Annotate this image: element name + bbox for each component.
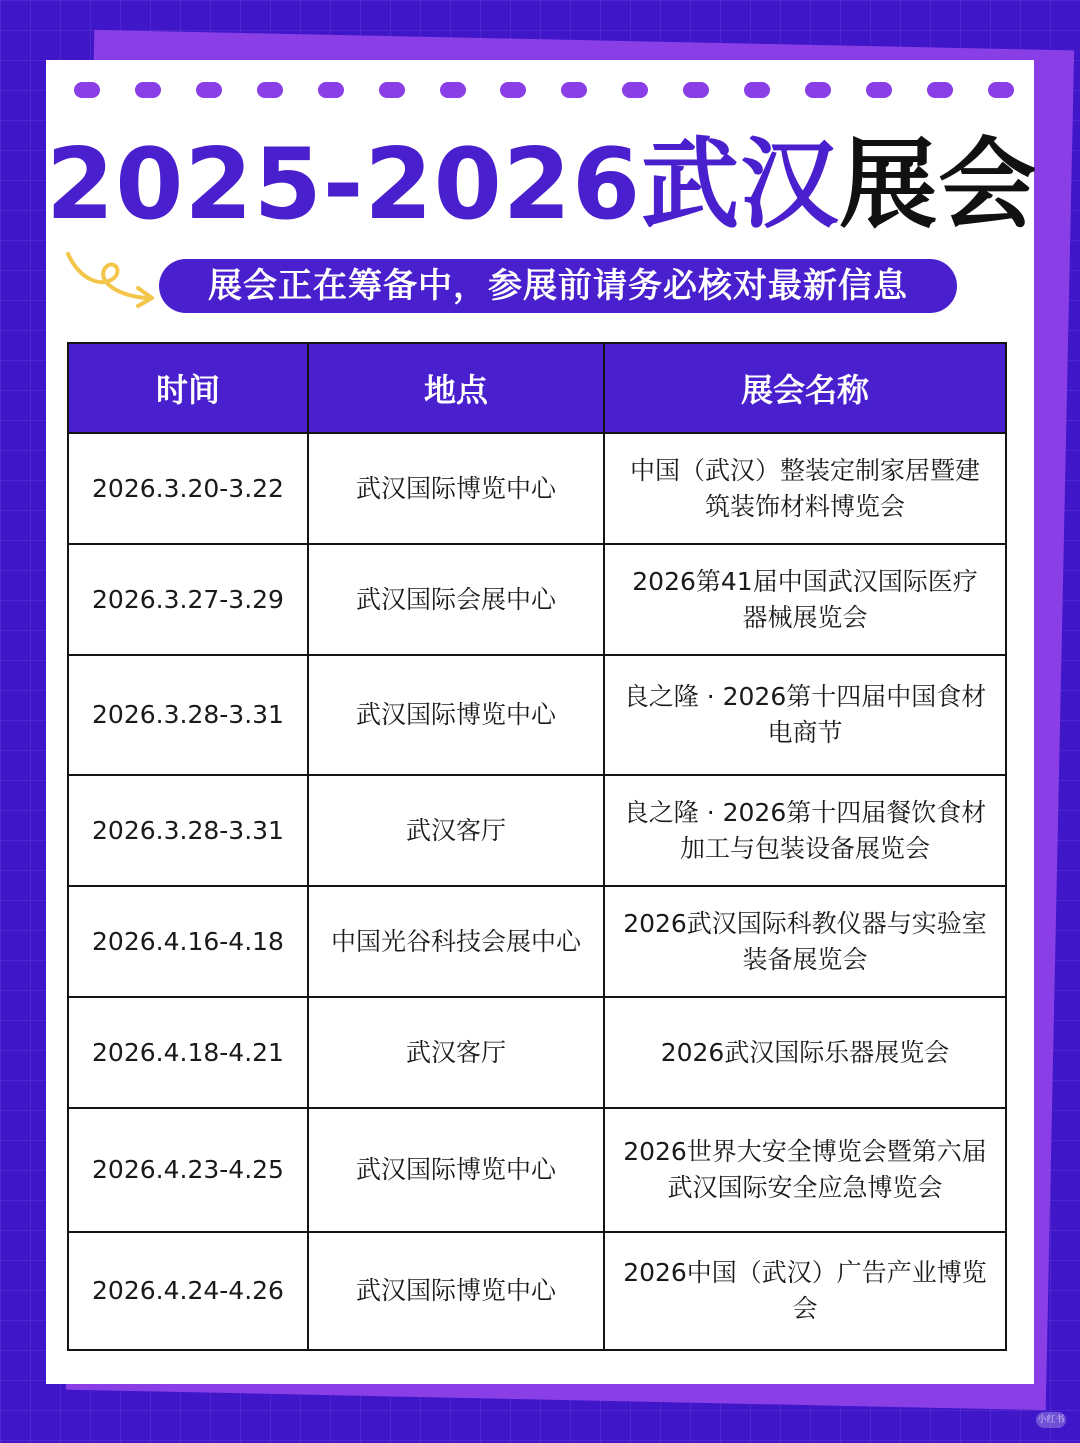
exhibition-name-cell: 2026世界大安全博览会暨第六届武汉国际安全应急博览会 [604, 1108, 1006, 1232]
table-row [68, 775, 1006, 886]
date-cell: 2026.4.23-4.25 [68, 1108, 308, 1232]
table-row [68, 433, 1006, 544]
venue-cell: 武汉国际博览中心 [308, 433, 604, 544]
venue-cell: 中国光谷科技会展中心 [308, 886, 604, 997]
table-row [68, 997, 1006, 1108]
binder-hole [927, 82, 953, 98]
date-cell: 2026.3.28-3.31 [68, 655, 308, 775]
binder-hole [744, 82, 770, 98]
header-time: 时间 [68, 343, 308, 433]
exhibition-name-cell: 2026第41届中国武汉国际医疗器械展览会 [604, 544, 1006, 655]
exhibition-name-cell: 2026武汉国际乐器展览会 [604, 997, 1006, 1108]
date-cell: 2026.3.27-3.29 [68, 544, 308, 655]
table-row [68, 544, 1006, 655]
venue-cell: 武汉国际博览中心 [308, 655, 604, 775]
title-year-city: 2025-2026武汉 [46, 128, 840, 242]
table-row [68, 655, 1006, 775]
date-cell: 2026.4.24-4.26 [68, 1232, 308, 1350]
venue-cell: 武汉国际博览中心 [308, 1232, 604, 1350]
exhibition-name-cell: 良之隆 · 2026第十四届餐饮食材加工与包装设备展览会 [604, 775, 1006, 886]
header-venue: 地点 [308, 343, 604, 433]
venue-cell: 武汉客厅 [308, 997, 604, 1108]
table-header-row [68, 343, 1006, 433]
notice-banner: 展会正在筹备中，参展前请务必核对最新信息 [159, 259, 957, 313]
exhibition-name-cell: 2026中国（武汉）广告产业博览会 [604, 1232, 1006, 1350]
exhibition-name-cell: 良之隆 · 2026第十四届中国食材电商节 [604, 655, 1006, 775]
binder-hole [500, 82, 526, 98]
binder-hole [805, 82, 831, 98]
swirl-arrow-icon [62, 246, 162, 316]
notepad-page [46, 60, 1038, 1384]
date-cell: 2026.3.28-3.31 [68, 775, 308, 886]
watermark-badge: 小红书 [1036, 1412, 1066, 1428]
binder-hole [74, 82, 100, 98]
binder-hole [318, 82, 344, 98]
binder-hole [257, 82, 283, 98]
page-title [46, 128, 1038, 242]
binder-hole [440, 82, 466, 98]
header-name: 展会名称 [604, 343, 1006, 433]
binder-holes [74, 82, 1014, 100]
table-row [68, 1108, 1006, 1232]
binder-hole [561, 82, 587, 98]
exhibition-table [67, 342, 1007, 1351]
table-row [68, 886, 1006, 997]
date-cell: 2026.4.16-4.18 [68, 886, 308, 997]
binder-hole [866, 82, 892, 98]
venue-cell: 武汉国际会展中心 [308, 544, 604, 655]
table-row [68, 1232, 1006, 1350]
binder-hole [622, 82, 648, 98]
date-cell: 2026.3.20-3.22 [68, 433, 308, 544]
binder-hole [196, 82, 222, 98]
venue-cell: 武汉客厅 [308, 775, 604, 886]
binder-hole [988, 82, 1014, 98]
binder-hole [135, 82, 161, 98]
venue-cell: 武汉国际博览中心 [308, 1108, 604, 1232]
binder-hole [683, 82, 709, 98]
exhibition-name-cell: 中国（武汉）整装定制家居暨建筑装饰材料博览会 [604, 433, 1006, 544]
binder-hole [379, 82, 405, 98]
date-cell: 2026.4.18-4.21 [68, 997, 308, 1108]
exhibition-name-cell: 2026武汉国际科教仪器与实验室装备展览会 [604, 886, 1006, 997]
title-exhibition: 展会 [839, 128, 1038, 242]
